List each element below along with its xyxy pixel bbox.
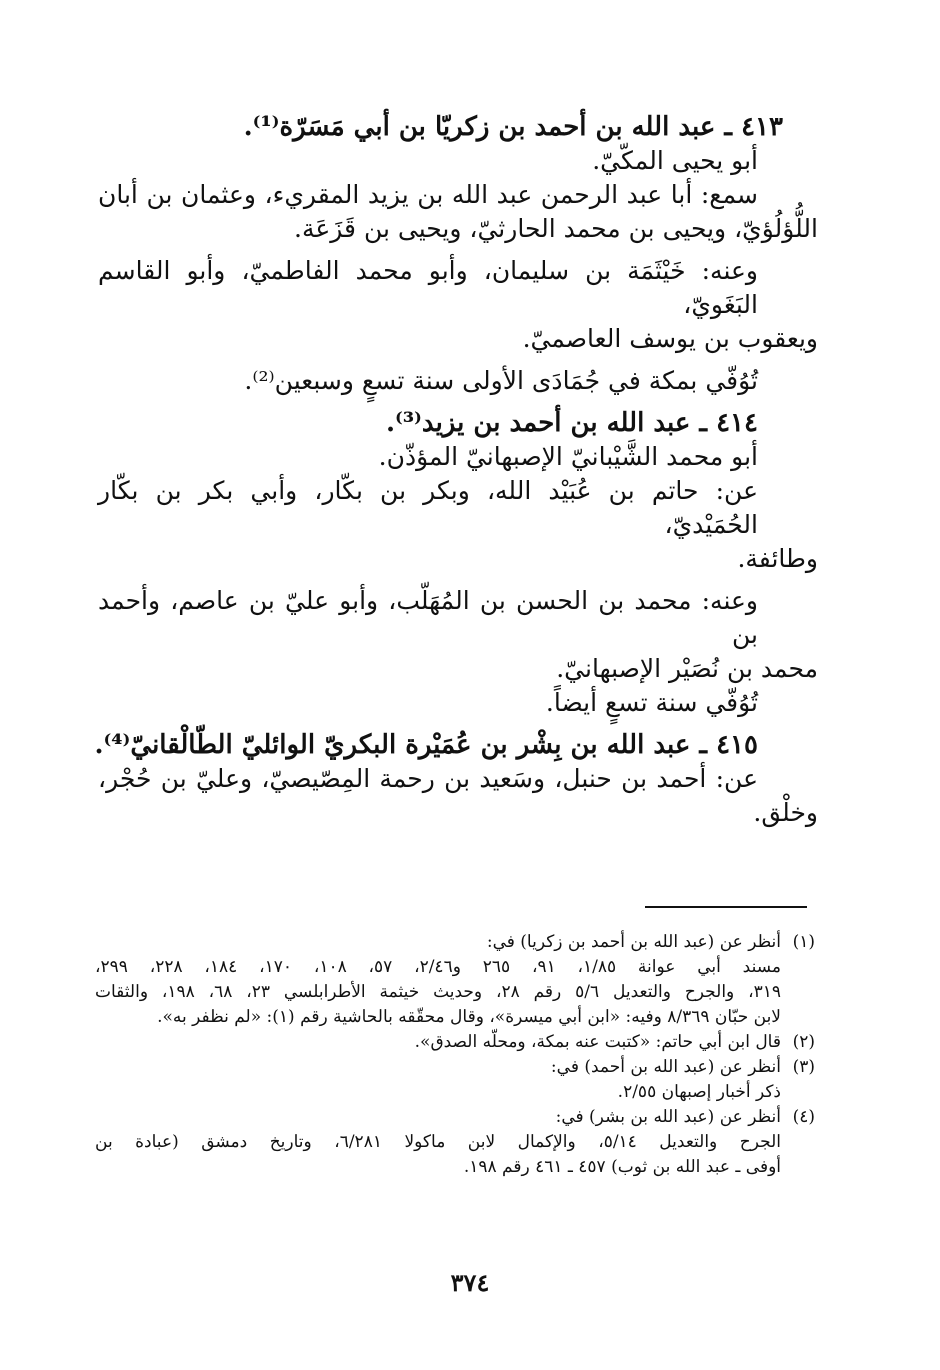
- footnote-line: الجرح والتعديل ٥/١٤، والإكمال لابن ماكولا ٦/٢٨١، وتاريخ دمشق (عبادة بن: [95, 1132, 781, 1152]
- entry-413-narrators-2: ويعقوب بن يوسف العاصميّ.: [522, 324, 818, 353]
- main-text: [94, 110, 818, 830]
- entry-413-narrators-1: وعنه: خَيْثَمَة بن سليمان، وأبو محمد الفاطميّ، وأبو القاسم البَغَويّ،: [98, 256, 758, 319]
- footnote-2: [95, 1030, 815, 1055]
- footnote-1: [95, 930, 815, 1030]
- footnote-number: (١): [792, 932, 815, 952]
- entry-413-heard-from-1: سمع: أبا عبد الرحمن عبد الله بن يزيد المقريء، وعثمان بن أبان: [98, 180, 758, 209]
- entry-415-narrated-from-1: عن: أحمد بن حنبل، وسَعيد بن رحمة المِصّيصيّ، وعليّ بن حُجْر،: [98, 764, 758, 793]
- footnote-line: لابن حبّان ٨/٣٦٩ وفيه: «ابن أبي ميسرة»، وقال محقّقه بالحاشية رقم (١): «لم نظفر به».: [157, 1007, 781, 1027]
- footnote-line: أوفى ـ عبد الله بن ثوب) ٤٥٧ ـ ٤٦١ رقم ١٩٨.: [463, 1157, 781, 1177]
- footnotes: [95, 930, 815, 1180]
- entry-415-heading: ٤١٥ ـ عبد الله بن بِشْر بن عُمَيْرة البكريّ الوائليّ الطّالْقانيّ⁽⁴⁾.: [94, 730, 758, 760]
- footnote-number: (٢): [792, 1032, 815, 1052]
- entry-413-kunya: أبو يحيى المكّيّ.: [592, 146, 758, 175]
- footnote-line: ٣١٩، والجرح والتعديل ٥/٦ رقم ٢٨، وحديث خيثمة الأطرابلسي ٢٣، ٦٨، ١٩٨، والثقات: [95, 982, 782, 1002]
- footnote-line: مسند أبي عوانة ١/٨٥، ٩١، ٢٦٥ و٢/٤٦، ٥٧، ١٠٨، ١٧٠، ١٨٤، ٢٢٨، ٢٩٩،: [95, 957, 781, 977]
- entry-414-narrated-from-2: وطائفة.: [737, 544, 818, 573]
- footnote-line: أنظر عن (عبد الله بن أحمد) في:: [550, 1057, 781, 1077]
- entry-415-narrated-from-2: وخلْق.: [753, 798, 818, 827]
- entry-414-heading: ٤١٤ ـ عبد الله بن أحمد بن يزيد⁽³⁾.: [385, 408, 758, 438]
- footnote-4: [95, 1105, 815, 1180]
- entry-414-narrated-from-1: عن: حاتم بن عُبَيْد الله، وبكر بن بكّار، وأبي بكر بن بكّار الحُمَيْديّ،: [98, 476, 758, 539]
- entry-414-kunya: أبو محمد الشَّيْبانيّ الإصبهانيّ المؤذّن.: [378, 442, 758, 471]
- footnote-divider: [645, 906, 807, 908]
- entry-413-heard-from-2: اللُّؤلُؤيّ، ويحيى بن محمد الحارثيّ، ويحيى بن قَزَعَة.: [294, 214, 818, 243]
- entry-413-death: تُوُفّي بمكة في جُمَادَى الأولى سنة تسعٍ وسبعين⁽²⁾.: [244, 366, 758, 395]
- entry-414-narrators-2: محمد بن نُصَيْر الإصبهانيّ.: [556, 654, 818, 683]
- footnote-3: [95, 1055, 815, 1105]
- page-number: ٣٧٤: [450, 1268, 490, 1297]
- footnote-number: (٣): [792, 1057, 815, 1077]
- entry-413-heading: ٤١٣ ـ عبد الله بن أحمد بن زكريّا بن أبي مَسَرّة⁽¹⁾.: [243, 112, 783, 142]
- footnote-line: أنظر عن (عبد الله بن أحمد بن زكريا) في:: [486, 932, 781, 952]
- entry-414-death: تُوُفّي سنة تسعٍ أيضاً.: [545, 688, 758, 717]
- footnote-number: (٤): [792, 1107, 815, 1127]
- footnote-line: قال ابن أبي حاتم: «كتبت عنه بمكة، ومحلّه الصدق».: [414, 1032, 781, 1052]
- footnote-line: أنظر عن (عبد الله بن بشر) في:: [555, 1107, 781, 1127]
- footnote-line: ذكر أخبار إصبهان ٢/٥٥.: [617, 1082, 781, 1102]
- entry-414-narrators-1: وعنه: محمد بن الحسن بن المُهَلّب، وأبو عليّ بن عاصم، وأحمد بن: [98, 586, 758, 649]
